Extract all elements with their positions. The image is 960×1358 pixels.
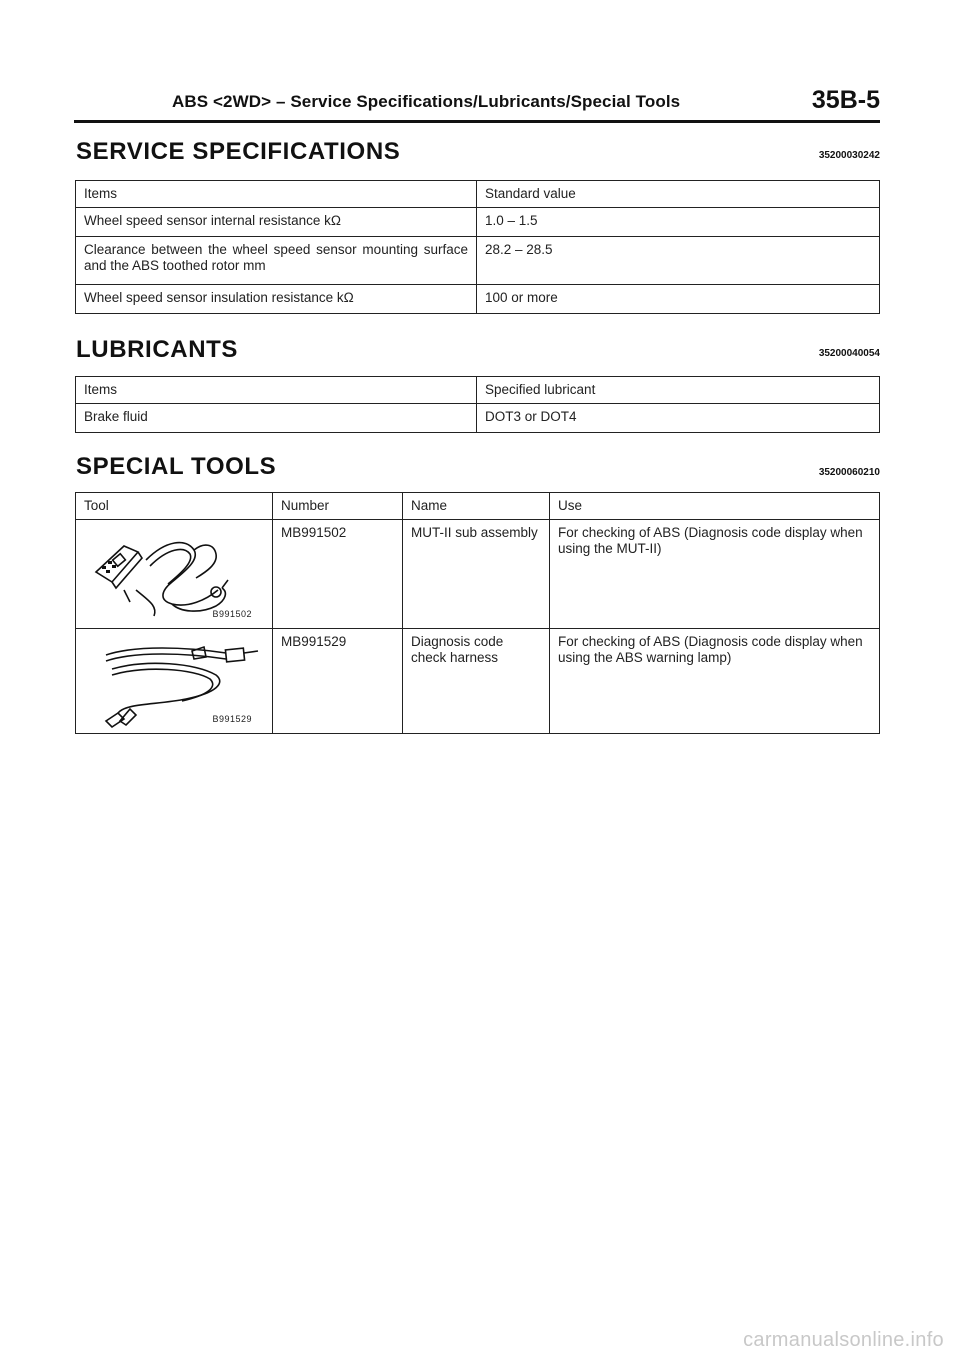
tool-name: Diagnosis code check harness <box>403 629 550 734</box>
spec-item: Wheel speed sensor internal resistance kΩ <box>76 208 477 237</box>
column-header-items: Items <box>76 377 477 404</box>
lubricants-title: LUBRICANTS <box>76 336 238 363</box>
column-header-tool: Tool <box>76 493 273 520</box>
special-tools-table <box>75 492 880 734</box>
column-header-number: Number <box>273 493 403 520</box>
column-header-items: Items <box>76 181 477 208</box>
page-number: 35B-5 <box>811 86 880 114</box>
tool-caption: B991502 <box>212 609 252 619</box>
tool-number: MB991529 <box>273 629 403 734</box>
tool-caption: B991529 <box>212 714 252 724</box>
special-tools-title: SPECIAL TOOLS <box>76 453 277 480</box>
column-header-use: Use <box>550 493 880 520</box>
table-header-row <box>76 493 880 520</box>
tool-use: For checking of ABS (Diagnosis code display when using the ABS warning lamp) <box>550 629 880 734</box>
tool-name: MUT-II sub assembly <box>403 520 550 629</box>
spec-value: 28.2 – 28.5 <box>477 237 880 285</box>
column-header-name: Name <box>403 493 550 520</box>
table-row <box>76 208 880 237</box>
column-header-standard-value: Standard value <box>477 181 880 208</box>
lubricant-item: Brake fluid <box>76 404 477 433</box>
watermark: carmanualsonline.info <box>743 1329 944 1351</box>
special-tools-code: 35200060210 <box>818 467 880 478</box>
service-specs-title: SERVICE SPECIFICATIONS <box>76 138 401 165</box>
table-header-row <box>76 377 880 404</box>
lubricant-value: DOT3 or DOT4 <box>477 404 880 433</box>
service-specs-table <box>75 180 880 314</box>
tool-use: For checking of ABS (Diagnosis code display when using the MUT-II) <box>550 520 880 629</box>
page-header <box>74 86 880 123</box>
table-header-row <box>76 181 880 208</box>
table-row <box>76 629 880 734</box>
column-header-specified-lubricant: Specified lubricant <box>477 377 880 404</box>
table-row <box>76 520 880 629</box>
spec-value: 1.0 – 1.5 <box>477 208 880 237</box>
tool-image-cell <box>76 629 273 734</box>
table-row <box>76 285 880 314</box>
tool-number: MB991502 <box>273 520 403 629</box>
header-title: ABS <2WD> – Service Specifications/Lubricants/Special Tools <box>172 92 681 111</box>
lubricants-code: 35200040054 <box>818 348 880 359</box>
table-row <box>76 237 880 285</box>
lubricants-table <box>75 376 880 433</box>
table-row <box>76 404 880 433</box>
tool-image-cell <box>76 520 273 629</box>
spec-item: Clearance between the wheel speed sensor mounting surface and the ABS toothed rotor mm <box>76 237 477 285</box>
spec-item: Wheel speed sensor insulation resistance kΩ <box>76 285 477 314</box>
service-specs-code: 35200030242 <box>818 150 880 161</box>
spec-value: 100 or more <box>477 285 880 314</box>
